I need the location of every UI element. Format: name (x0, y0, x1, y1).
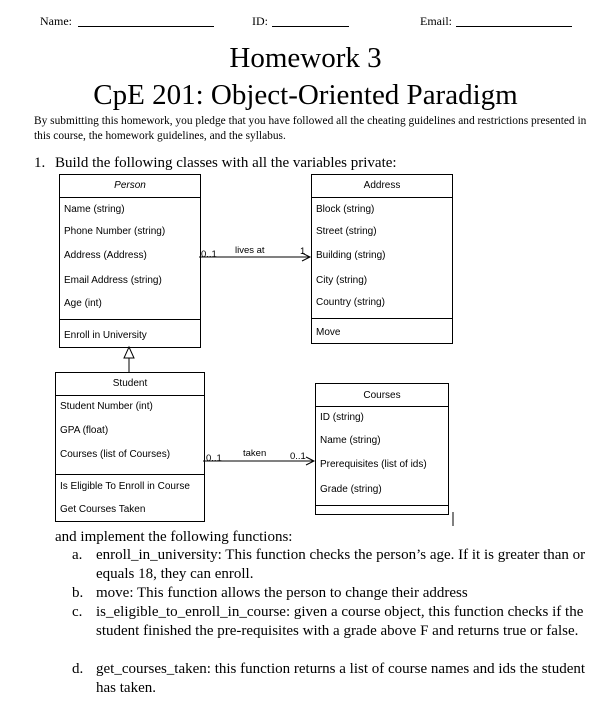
list-item-text: enroll_in_university: This function checks the person’s age. If it is greater than or equals 18, they can enroll. (96, 547, 586, 582)
class-name-address: Address (363, 180, 401, 191)
list-item (72, 584, 592, 603)
address-attr: Street (string) (316, 226, 377, 237)
person-attr: Address (Address) (64, 250, 147, 261)
student-attr: GPA (float) (60, 425, 109, 436)
list-item-text: get_courses_taken: this function returns a list of course names and ids the student has taken. (96, 661, 586, 696)
address-method: Move (316, 327, 341, 338)
taken-source-mult: 0..1 (206, 453, 222, 464)
list-item-label: c. (72, 604, 83, 620)
student-method: Get Courses Taken (60, 504, 146, 515)
question-number: 1. (34, 155, 46, 171)
list-item (72, 546, 592, 584)
student-attr: Student Number (int) (60, 401, 153, 412)
list-item-label: b. (72, 585, 84, 601)
implement-intro: and implement the following functions: (55, 529, 293, 545)
list-item (72, 603, 592, 660)
lives-at-source-mult: 0..1 (201, 249, 217, 260)
list-item (72, 660, 592, 698)
pledge-text: By submitting this homework, you pledge that you have followed all the cheating guidelines and restrictions presented in this course, the homework guidelines, and the syllabus. (34, 115, 587, 142)
person-method: Enroll in University (64, 330, 147, 341)
person-attr: Phone Number (string) (64, 226, 166, 237)
person-attr: Name (string) (64, 204, 125, 215)
list-item-label: a. (72, 547, 83, 563)
class-name-courses: Courses (363, 390, 401, 401)
class-name-person: Person (114, 180, 146, 191)
student-method: Is Eligible To Enroll in Course (60, 481, 190, 492)
address-attr: Building (string) (316, 250, 386, 261)
address-attr: Block (string) (316, 204, 375, 215)
taken-label: taken (243, 448, 267, 459)
student-attr: Courses (list of Courses) (60, 449, 171, 460)
courses-attr: Grade (string) (320, 484, 382, 495)
list-item-text: is_eligible_to_enroll_in_course: given a course object, this function checks if the student finished the pre-requisites with a grade above F and returns true or false. (96, 604, 584, 639)
person-attr: Email Address (string) (64, 275, 162, 286)
list-item-label: d. (72, 661, 84, 677)
courses-attr: Name (string) (320, 435, 381, 446)
courses-attr: ID (string) (320, 412, 364, 423)
id-label: ID: (252, 14, 268, 28)
course-title: CpE 201: Object-Oriented Paradigm (93, 79, 518, 111)
email-label: Email: (420, 14, 452, 28)
taken-target-mult: 0..1 (290, 451, 306, 462)
class-name-student: Student (112, 378, 148, 389)
name-label: Name: (40, 14, 72, 28)
courses-attr: Prerequisites (list of ids) (320, 459, 427, 470)
question-text: Build the following classes with all the variables private: (55, 155, 397, 171)
person-attr: Age (int) (64, 298, 102, 309)
address-attr: City (string) (316, 275, 368, 286)
lives-at-label: lives at (235, 245, 265, 256)
address-attr: Country (string) (316, 297, 385, 308)
page-title: Homework 3 (229, 42, 382, 74)
list-item-text: move: This function allows the person to change their address (96, 585, 468, 601)
inheritance-triangle (124, 347, 134, 358)
lives-at-target-mult: 1 (300, 246, 306, 257)
